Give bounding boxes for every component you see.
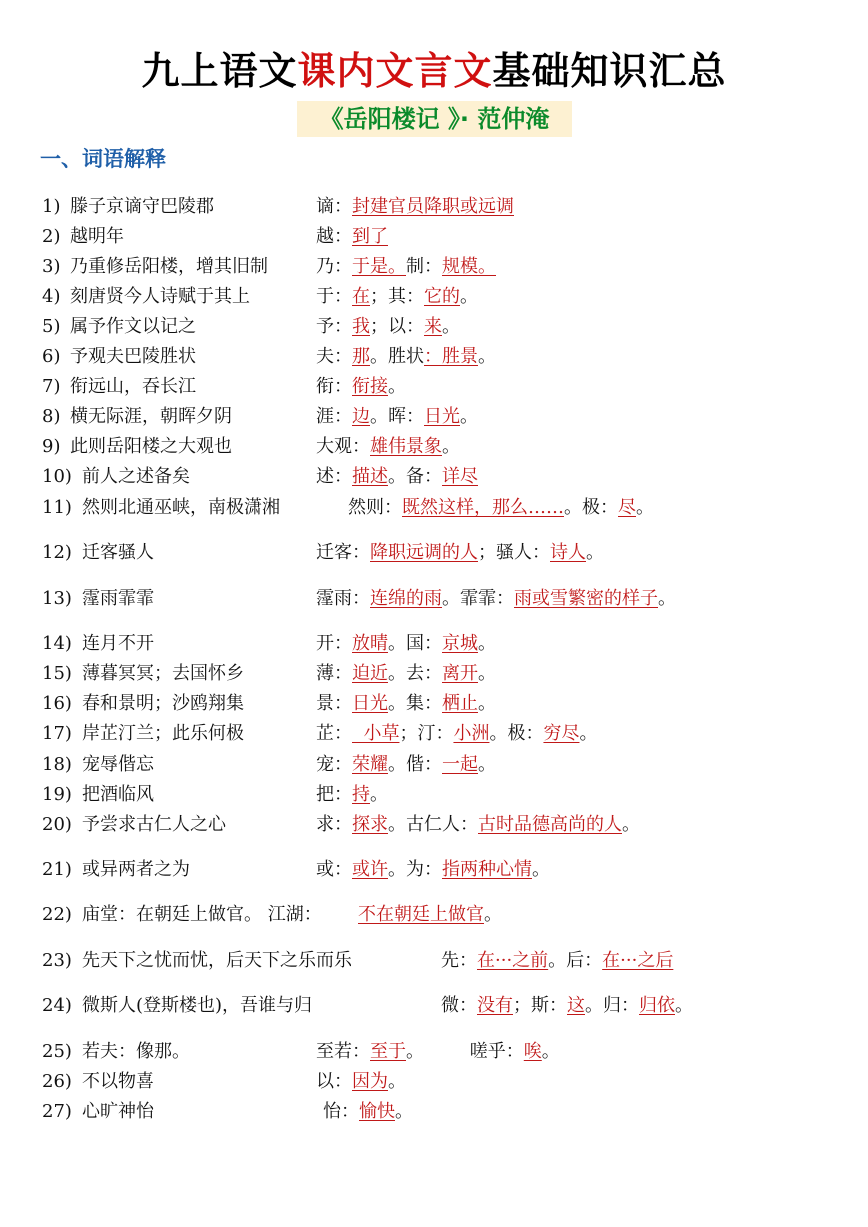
answer-text: 连绵的雨 <box>370 588 442 609</box>
term-label: 于： <box>316 286 352 307</box>
item-number: 24) <box>42 995 72 1016</box>
term-label: 夫： <box>316 346 352 367</box>
answer-text: 降职远调的人 <box>370 542 478 563</box>
title-part-1: 九上语文 <box>141 49 298 93</box>
term-label: ；汀： <box>399 723 454 744</box>
item-number: 7) <box>42 376 61 397</box>
source-phrase: 霪雨霏霏 <box>82 588 154 609</box>
term-label: 。 <box>579 723 598 744</box>
explanation <box>441 992 693 1020</box>
explanation <box>316 630 496 658</box>
explanation <box>316 660 496 688</box>
answer-text: 探求 <box>352 814 388 835</box>
source-phrase: 把酒临风 <box>82 784 154 805</box>
term-label: 制： <box>406 256 442 277</box>
explanation <box>316 313 460 341</box>
answer-text: 栖止 <box>442 693 478 714</box>
source-phrase: 先天下之忧而忧，后天下之乐而乐 <box>82 950 352 971</box>
term-label: 。集： <box>388 693 442 714</box>
answer-text: 封建官员降职或远调 <box>352 196 514 217</box>
explanation <box>316 585 676 613</box>
answer-text: 来 <box>424 316 442 337</box>
source-phrase: 庙堂：在朝廷上做官。 江湖： <box>82 904 322 925</box>
term-label: 景： <box>316 693 352 714</box>
explanation <box>316 373 406 401</box>
item-number: 11) <box>42 497 72 518</box>
source-phrase: 越明年 <box>70 226 124 247</box>
term-label: 宠： <box>316 754 352 775</box>
answer-text: 规模。 <box>442 256 496 277</box>
term-label: 。 <box>478 633 496 654</box>
term-label: 。去： <box>388 663 442 684</box>
term-label: 。 <box>478 663 496 684</box>
explanation <box>348 494 654 522</box>
term-label: 开： <box>316 633 352 654</box>
term-label: 予： <box>316 316 352 337</box>
term-label: 。 <box>442 436 460 457</box>
term-label: 。 <box>478 754 496 775</box>
term-label: 把： <box>316 784 352 805</box>
answer-text: 它的 <box>424 286 460 307</box>
term-label: 。 <box>636 497 654 518</box>
term-label: 。 <box>532 859 550 880</box>
item-number: 9) <box>42 436 61 457</box>
source-phrase: 前人之述备矣 <box>82 466 190 487</box>
term-label: 薄： <box>316 663 352 684</box>
answer-text: 不在朝廷上做官 <box>358 904 484 925</box>
term-label: 求： <box>316 814 352 835</box>
source-phrase: 予尝求古仁人之心 <box>82 814 226 835</box>
item-number: 23) <box>42 950 72 971</box>
source-phrase: 或异两者之为 <box>82 859 190 880</box>
term-label: 然则： <box>348 497 402 518</box>
term-label: ；其： <box>370 286 424 307</box>
explanation <box>316 433 460 461</box>
term-label: ；骚人： <box>478 542 550 563</box>
explanation <box>316 690 496 718</box>
answer-text: 详尽 <box>442 466 478 487</box>
source-phrase: 刻唐贤今人诗赋于其上 <box>70 286 250 307</box>
term-label: 。归： <box>585 995 639 1016</box>
answer-text: 指两种心情 <box>442 859 532 880</box>
term-label: 。国： <box>388 633 442 654</box>
term-label: 。 <box>675 995 693 1016</box>
term-label: 。 <box>460 406 478 427</box>
item-number: 2) <box>42 226 61 247</box>
answer-text: ：胜景 <box>424 346 478 367</box>
answer-text: 荣耀 <box>352 754 388 775</box>
answer-text: 那 <box>352 346 370 367</box>
section-heading: 一、词语解释 <box>40 147 166 171</box>
item-number: 14) <box>42 633 72 654</box>
answer-text: 诗人 <box>550 542 586 563</box>
source-phrase: 予观夫巴陵胜状 <box>70 346 196 367</box>
term-label: 。备： <box>388 466 442 487</box>
answer-text: 至于 <box>370 1041 406 1062</box>
term-label: 。 <box>370 784 388 805</box>
term-label: 。 <box>658 588 676 609</box>
answer-text: 穷尽 <box>543 723 580 744</box>
term-label: 大观： <box>316 436 370 457</box>
term-label: 。晖： <box>370 406 424 427</box>
term-label: 至若： <box>316 1041 370 1062</box>
explanation <box>358 901 502 929</box>
term-label: 。 <box>622 814 640 835</box>
term-label: 微： <box>441 995 477 1016</box>
term-label: 。 <box>484 904 502 925</box>
answer-text: 边 <box>352 406 370 427</box>
answer-text: 在···之前 <box>477 950 549 971</box>
answer-text: 雨或雪繁密的样子 <box>514 588 658 609</box>
explanation <box>316 463 478 491</box>
answer-text: 雄伟景象 <box>370 436 442 457</box>
term-label: ；以： <box>370 316 424 337</box>
item-number: 3) <box>42 256 61 277</box>
source-phrase: 春和景明；沙鸥翔集 <box>82 693 244 714</box>
item-number: 22) <box>42 904 72 925</box>
answer-text: 到了 <box>352 226 388 247</box>
answer-text: 衔接 <box>352 376 388 397</box>
term-label: 先： <box>441 950 477 971</box>
title-part-3: 基础知识汇总 <box>492 49 727 93</box>
term-label: 。极： <box>489 723 544 744</box>
answer-text: 在···之后 <box>602 950 674 971</box>
source-phrase: 迁客骚人 <box>82 542 154 563</box>
answer-text: 在 <box>352 286 370 307</box>
answer-text: 小洲 <box>453 723 490 744</box>
source-phrase: 滕子京谪守巴陵郡 <box>70 196 214 217</box>
answer-text: 古时品德高尚的人 <box>478 814 622 835</box>
term-label: 。古仁人： <box>388 814 478 835</box>
explanation <box>316 403 478 431</box>
explanation <box>316 1038 560 1066</box>
term-label: 涯： <box>316 406 352 427</box>
explanation <box>316 811 640 839</box>
term-label: 。 <box>478 693 496 714</box>
term-label: 以： <box>316 1071 352 1092</box>
term-label: 。极： <box>564 497 618 518</box>
term-label: 。后： <box>548 950 603 971</box>
term-label: 芷： <box>316 723 352 744</box>
answer-text: 持 <box>352 784 370 805</box>
answer-text: 日光 <box>424 406 460 427</box>
source-phrase: 不以物喜 <box>82 1071 154 1092</box>
answer-text: 我 <box>352 316 370 337</box>
item-number: 19) <box>42 784 72 805</box>
term-label: 。胜状 <box>370 346 424 367</box>
source-phrase: 连月不开 <box>82 633 154 654</box>
item-number: 13) <box>42 588 72 609</box>
item-number: 5) <box>42 316 61 337</box>
term-label: 霪雨： <box>316 588 370 609</box>
answer-text: 一起 <box>442 754 478 775</box>
answer-text: 于是。 <box>352 256 406 277</box>
term-label: 。 <box>395 1101 413 1122</box>
answer-text: 尽 <box>618 497 636 518</box>
source-phrase: 宠辱偕忘 <box>82 754 154 775</box>
explanation <box>323 1098 413 1126</box>
item-number: 16) <box>42 693 72 714</box>
source-phrase: 此则岳阳楼之大观也 <box>70 436 232 457</box>
answer-text: 迫近 <box>352 663 388 684</box>
term-label: 。 <box>460 286 478 307</box>
term-label: ；斯： <box>513 995 567 1016</box>
explanation <box>316 193 514 221</box>
item-number: 10) <box>42 466 72 487</box>
subtitle-lesson: 《岳阳楼记 》· 范仲淹 <box>297 101 572 137</box>
item-number: 18) <box>42 754 72 775</box>
explanation <box>316 283 478 311</box>
item-number: 25) <box>42 1041 72 1062</box>
source-phrase: 岸芷汀兰；此乐何极 <box>82 723 244 744</box>
item-number: 6) <box>42 346 61 367</box>
source-phrase: 若夫：像那。 <box>82 1041 190 1062</box>
answer-text: 或许 <box>352 859 388 880</box>
answer-text: 唉 <box>523 1041 542 1062</box>
item-number: 26) <box>42 1071 72 1092</box>
answer-text: 愉快 <box>359 1101 395 1122</box>
explanation <box>316 253 496 281</box>
explanation <box>316 720 597 748</box>
term-label: 衔： <box>316 376 352 397</box>
source-phrase: 衔远山，吞长江 <box>70 376 196 397</box>
answer-text: 日光 <box>352 693 388 714</box>
item-number: 21) <box>42 859 72 880</box>
term-label: 。霏霏： <box>442 588 514 609</box>
term-label: 迁客： <box>316 542 370 563</box>
explanation <box>316 539 604 567</box>
term-label: 谪： <box>316 196 352 217</box>
answer-text: 没有 <box>477 995 513 1016</box>
source-phrase: 属予作文以记之 <box>70 316 196 337</box>
item-number: 12) <box>42 542 72 563</box>
item-number: 27) <box>42 1101 72 1122</box>
answer-text: 因为 <box>352 1071 388 1092</box>
answer-text: 离开 <box>442 663 478 684</box>
explanation <box>316 1068 406 1096</box>
explanation <box>316 856 550 884</box>
explanation <box>316 751 496 779</box>
answer-text: 既然这样，那么…… <box>402 497 564 518</box>
title-part-2: 课内文言文 <box>297 49 493 93</box>
term-label: 。偕： <box>388 754 442 775</box>
explanation <box>316 781 388 809</box>
answer-text: 京城 <box>442 633 478 654</box>
item-number: 15) <box>42 663 72 684</box>
page-title <box>0 48 868 94</box>
source-phrase: 微斯人(登斯楼也)，吾谁与归 <box>82 995 313 1016</box>
source-phrase: 乃重修岳阳楼，增其旧制 <box>70 256 268 277</box>
source-phrase: 横无际涯，朝晖夕阴 <box>70 406 232 427</box>
source-phrase: 薄暮冥冥；去国怀乡 <box>82 663 244 684</box>
answer-text: 小草 <box>352 723 400 744</box>
answer-text: 放晴 <box>352 633 388 654</box>
term-label: 。为： <box>388 859 442 880</box>
term-label: 。 <box>388 376 406 397</box>
answer-text: 这 <box>567 995 585 1016</box>
explanation <box>316 223 388 251</box>
term-label: 怡： <box>323 1101 359 1122</box>
item-number: 4) <box>42 286 61 307</box>
source-phrase: 然则北通巫峡，南极潇湘 <box>82 497 280 518</box>
item-number: 20) <box>42 814 72 835</box>
source-phrase: 心旷神怡 <box>82 1101 154 1122</box>
term-label: 。 <box>586 542 604 563</box>
term-label: 。 <box>478 346 496 367</box>
item-number: 1) <box>42 196 61 217</box>
term-label: 。 <box>388 1071 406 1092</box>
term-label: 述： <box>316 466 352 487</box>
term-label: 。 <box>442 316 460 337</box>
explanation <box>441 947 673 975</box>
term-label: 。 <box>541 1041 560 1062</box>
term-label: 或： <box>316 859 352 880</box>
explanation <box>316 343 496 371</box>
term-label: 乃： <box>316 256 352 277</box>
item-number: 8) <box>42 406 61 427</box>
term-label: 越： <box>316 226 352 247</box>
term-label: 。 嗟乎： <box>406 1041 524 1062</box>
answer-text: 描述 <box>352 466 388 487</box>
answer-text: 归依 <box>639 995 675 1016</box>
item-number: 17) <box>42 723 72 744</box>
